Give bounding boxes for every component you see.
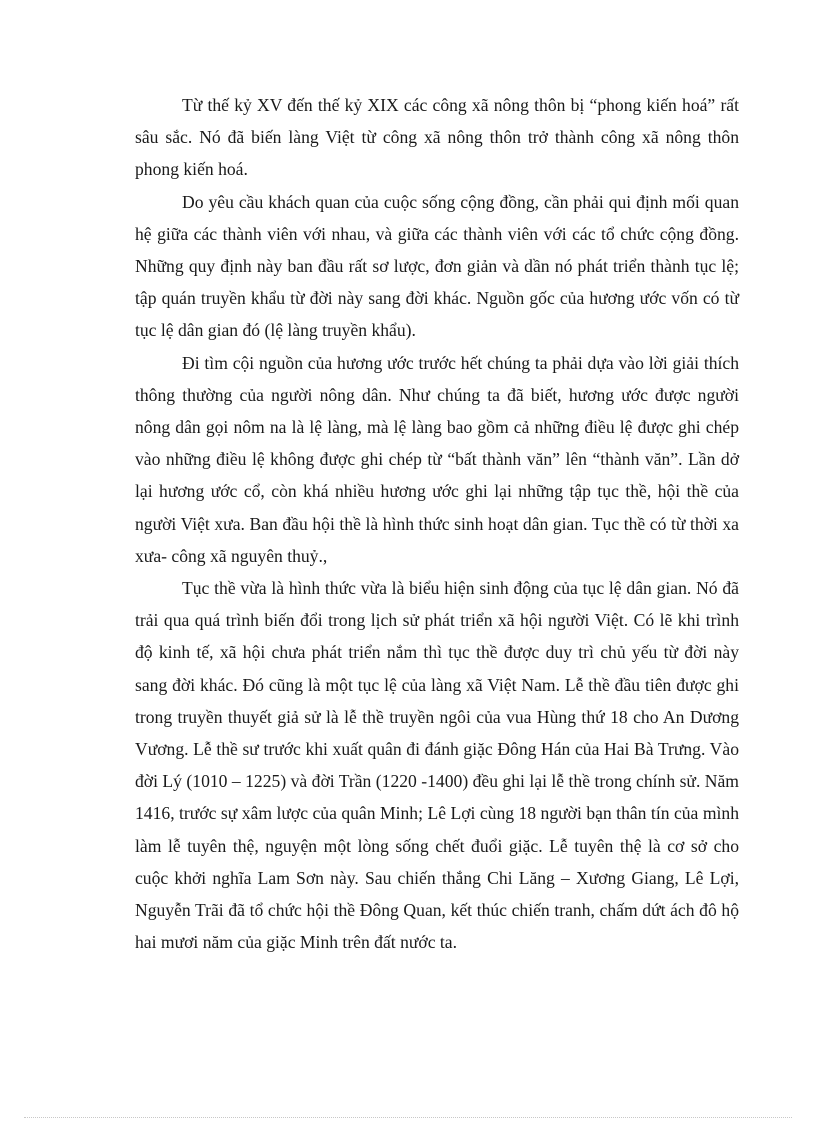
body-text xyxy=(135,89,739,958)
page-bottom-divider xyxy=(24,1117,792,1118)
paragraph-3: Đi tìm cội nguồn của hương ước trước hết chúng ta phải dựa vào lời giải thích thông thường của người nông dân. Như chúng ta đã biết, hương ước được người nông dân gọi nôm na là lệ làng, mà lệ làng bao gồm cả những điều lệ được ghi chép vào những điều lệ không được ghi chép từ “bất thành văn” lên “thành văn”. Lần dở lại hương ước cổ, còn khá nhiều hương ước ghi lại những tập tục thề, hội thề của người Việt xưa. Ban đầu hội thề là hình thức sinh hoạt dân gian. Tục thề có từ thời xa xưa- công xã nguyên thuỷ., xyxy=(135,352,739,566)
paragraph-2: Do yêu cầu khách quan của cuộc sống cộng đồng, cần phải qui định mối quan hệ giữa các thành viên với nhau, và giữa các thành viên với các tổ chức cộng đồng. Những quy định này ban đầu rất sơ lược, đơn giản và dần nó phát triển thành tục lệ; tập quán truyền khẩu từ đời này sang đời khác. Nguồn gốc của hương ước vốn có từ tục lệ dân gian đó (lệ làng truyền khẩu). xyxy=(135,191,739,341)
paragraph-1: Từ thế kỷ XV đến thế kỷ XIX các công xã nông thôn bị “phong kiến hoá” rất sâu sắc. Nó đã biến làng Việt từ công xã nông thôn trở thành công xã nông thôn phong kiến hoá. xyxy=(135,95,739,180)
paragraph-4: Tục thề vừa là hình thức vừa là biểu hiện sinh động của tục lệ dân gian. Nó đã trải qua quá trình biến đổi trong lịch sử phát triển xã hội người Việt. Có lẽ khi trình độ kinh tế, xã hội chưa phát triển nắm thì tục thề được duy trì chủ yếu từ đời này sang đời khác. Đó cũng là một tục lệ của làng xã Việt Nam. Lễ thề đầu tiên được ghi trong truyền thuyết giả sử là lễ thề truyền ngôi của vua Hùng thứ 18 cho An Dương Vương. Lễ thề sư trước khi xuất quân đi đánh giặc Đông Hán của Hai Bà Trưng. Vào đời Lý (1010 – 1225) và đời Trần (1220 -1400) đều ghi lại lễ thề trong chính sử. Năm 1416, trước sự xâm lược của quân Minh; Lê Lợi cùng 18 người bạn thân tín của mình làm lễ tuyên thệ, nguyện một lòng sống chết đuổi giặc. Lễ tuyên thệ là cơ sở cho cuộc khởi nghĩa Lam Sơn này. Sau chiến thắng Chi Lăng – Xương Giang, Lê Lợi, Nguyễn Trãi đã tổ chức hội thề Đông Quan, kết thúc chiến tranh, chấm dứt ách đô hộ hai mươi năm của giặc Minh trên đất nước ta. xyxy=(135,578,739,953)
